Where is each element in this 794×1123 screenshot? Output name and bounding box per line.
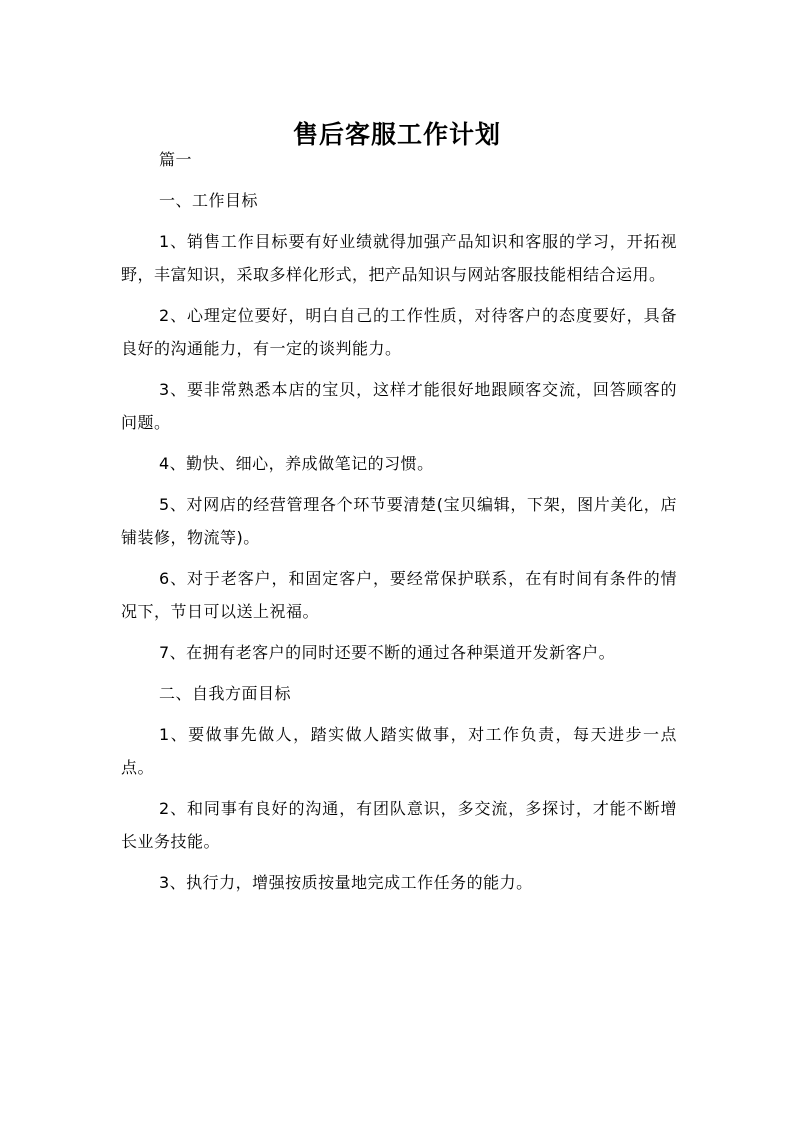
paragraph-goal-4: 4、勤快、细心，养成做笔记的习惯。 [159,454,434,473]
paragraph-goal-6: 6、对于老客户，和固定客户，要经常保护联系，在有时间有条件的情况下，节日可以送上祝福。 [121,569,677,621]
section-heading-work-goals: 一、工作目标 [159,191,259,210]
paragraph-goal-7: 7、在拥有老客户的同时还要不断的通过各种渠道开发新客户。 [159,643,616,662]
paragraph-goal-1: 1、销售工作目标要有好业绩就得加强产品知识和客服的学习，开拓视野，丰富知识，采取多样化形式，把产品知识与网站客服技能相结合运用。 [121,232,677,284]
paragraph-goal-5: 5、对网店的经营管理各个环节要清楚(宝贝编辑，下架，图片美化，店铺装修，物流等)。 [121,495,677,547]
paragraph-goal-2: 2、心理定位要好，明白自己的工作性质，对待客户的态度要好，具备良好的沟通能力，有一定的谈判能力。 [121,306,677,358]
paragraph-self-goal-1: 1、要做事先做人，踏实做人踏实做事，对工作负责，每天进步一点点。 [121,725,677,777]
paragraph-self-goal-2: 2、和同事有良好的沟通，有团队意识，多交流，多探讨，才能不断增长业务技能。 [121,799,677,851]
paragraph-goal-3: 3、要非常熟悉本店的宝贝，这样才能很好地跟顾客交流，回答顾客的问题。 [121,380,677,432]
document-body [121,143,677,907]
section-heading-part-one: 篇一 [159,150,193,169]
section-heading-self-goals: 二、自我方面目标 [159,684,292,703]
paragraph-self-goal-3: 3、执行力，增强按质按量地完成工作任务的能力。 [159,873,533,892]
document-title: 售后客服工作计划 [292,119,501,149]
